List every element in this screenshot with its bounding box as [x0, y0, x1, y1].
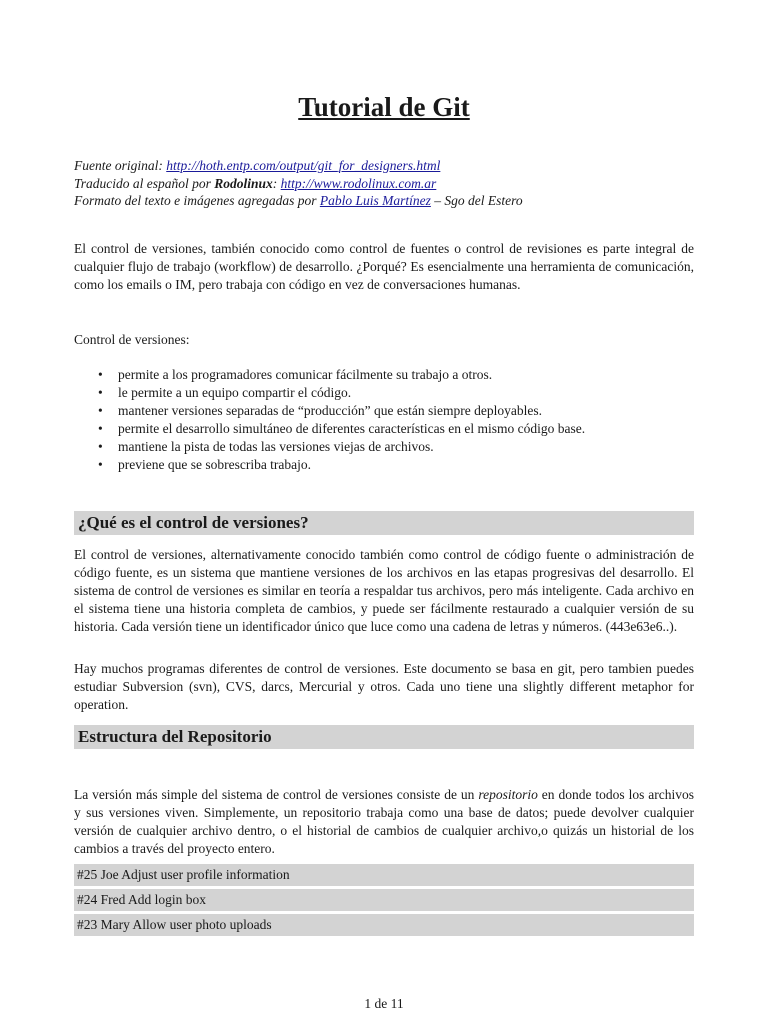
credits-source-line: [74, 157, 523, 175]
credits-block: [74, 157, 523, 210]
list-item: • previene que se sobrescriba trabajo.: [98, 456, 585, 474]
credits-format-suffix: – Sgo del Estero: [430, 193, 523, 208]
list-item: • permite el desarrollo simultáneo de diferentes características en el mismo código base.: [98, 420, 585, 438]
page-number: 1 de 11: [364, 996, 404, 1011]
credits-translation-line: [74, 175, 523, 193]
list-item: • mantener versiones separadas de “producción” que están siempre deployables.: [98, 402, 585, 420]
commit-row: #24 Fred Add login box: [74, 889, 694, 911]
credits-source-label: Fuente original:: [74, 158, 167, 173]
list-item: • mantiene la pista de todas las versiones viejas de archivos.: [98, 438, 585, 456]
section2-paragraph: [74, 786, 694, 858]
section2-text-before: La versión más simple del sistema de control de versiones consiste de un: [74, 787, 479, 802]
section1-paragraph-2: Hay muchos programas diferentes de control de versiones. Este documento se basa en git, pero tambien puedes estudiar Subversion (svn), CVS, darcs, Mercurial y otros. Cada uno tiene una slightly different metaphor for operation.: [74, 661, 694, 712]
translator-link[interactable]: http://www.rodolinux.com.ar: [280, 175, 437, 191]
commit-log: [74, 864, 694, 939]
list-intro: Control de versiones:: [74, 332, 190, 347]
section2-emphasis: repositorio: [478, 787, 538, 802]
commit-row: #23 Mary Allow user photo uploads: [74, 914, 694, 936]
list-item: • le permite a un equipo compartir el código.: [98, 384, 585, 402]
section1-paragraph-1: El control de versiones, alternativamente conocido también como control de código fuente o administración de código fuente, es un sistema que mantiene versiones de los archivos en las etapas progresivas del desarrollo. El sistema de control de versiones es similar en teoría a respaldar tus archivos, pero más inteligente. Cada archivo en el sistema tiene una historia completa de cambios, y puede ser fácilmente restaurado a cualquier versión de su historia. Cada versión tiene un identificador único que luce como una cadena de letras y números. (443e63e6..).: [74, 547, 694, 634]
commit-row: #25 Joe Adjust user profile information: [74, 864, 694, 886]
credits-translation-label: Traducido al español por: [74, 175, 215, 191]
credits-separator: :: [272, 175, 281, 191]
credits-format-line: [74, 192, 523, 210]
formatter-link[interactable]: Pablo Luis Martínez: [319, 193, 431, 208]
section-heading-what-is: ¿Qué es el control de versiones?: [74, 511, 694, 535]
intro-paragraph: El control de versiones, también conocido como control de fuentes o control de revisiones es parte integral de cualquier flujo de trabajo (workflow) de desarrollo. ¿Porqué? Es esencialmente una herramienta de comunicación, como los emails o IM, pero trabaja con código en vez de conversaciones humanas.: [74, 241, 694, 292]
source-link[interactable]: http://hoth.entp.com/output/git_for_designers.html: [166, 158, 441, 173]
section-heading-repo-structure: Estructura del Repositorio: [74, 725, 694, 749]
translator-name: Rodolinux: [214, 175, 273, 191]
features-list: [98, 366, 585, 474]
section2-text-after: en donde todos los archivos y sus versiones viven. Simplemente, un repositorio trabaja como una base de datos; puede devolver cualquier versión de cualquier archivo dentro, o el historial de cambios de cualquier archivo,o quizás un historial de los cambios a través del proyecto entero.: [74, 787, 694, 856]
credits-format-label: Formato del texto e imágenes agregadas por: [74, 193, 320, 208]
list-item: • permite a los programadores comunicar fácilmente su trabajo a otros.: [98, 366, 585, 384]
document-title: Tutorial de Git: [298, 92, 470, 122]
